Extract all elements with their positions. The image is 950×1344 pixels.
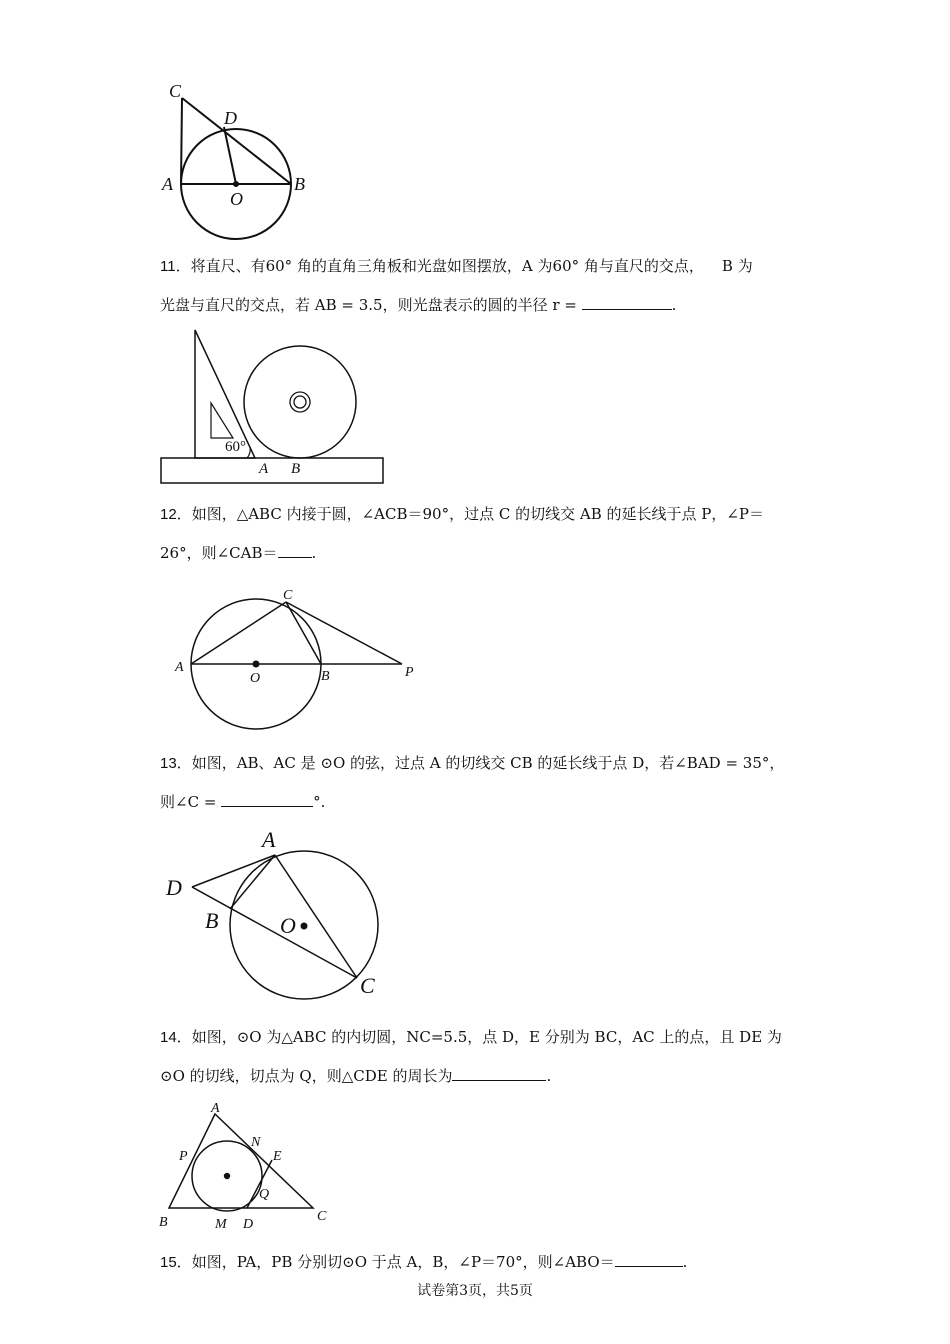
answer-blank[interactable] xyxy=(582,293,672,310)
label-b: B xyxy=(291,461,301,477)
disc-hole-outer xyxy=(290,392,310,412)
label-a: A xyxy=(259,461,269,477)
question-text-end: . xyxy=(682,1253,688,1271)
label-o: O xyxy=(280,913,296,938)
triangle-board-hole xyxy=(211,403,233,438)
question-14-line-2 xyxy=(160,1064,800,1087)
question-11-line-2 xyxy=(160,293,800,316)
disc-hole-inner xyxy=(294,396,306,408)
question-text: 如图，PA，PB 分别切⊙O 于点 A，B，∠P＝70°，则∠ABO＝ xyxy=(191,1253,615,1271)
question-text-end: °. xyxy=(313,793,326,811)
angle-arc xyxy=(247,447,250,458)
question-12-line-1 xyxy=(160,503,800,526)
center-dot xyxy=(302,924,307,929)
label-p: P xyxy=(405,665,414,680)
label-angle: 60° xyxy=(225,439,246,455)
question-text: ⊙O 的切线，切点为 Q，则△CDE 的周长为 xyxy=(160,1067,453,1085)
question-11-line-1 xyxy=(160,255,800,278)
center-dot xyxy=(234,182,238,186)
label-n: N xyxy=(251,1135,261,1150)
label-a: A xyxy=(211,1101,220,1116)
question-11 xyxy=(160,255,800,316)
center-dot xyxy=(254,662,259,667)
ruler xyxy=(161,458,383,483)
figure-q12 xyxy=(170,585,425,735)
question-text-end: B 为 xyxy=(721,257,753,275)
label-q: Q xyxy=(259,1187,270,1202)
question-text: 如图，AB、AC 是 ⊙O 的弦，过点 A 的切线交 CB 的延长线于点 D，若∠BAD = 35°， xyxy=(191,754,785,772)
segment-ca xyxy=(181,98,182,184)
label-c: C xyxy=(360,973,375,998)
question-13-line-2 xyxy=(160,790,800,813)
question-15-line-1 xyxy=(160,1250,800,1274)
disc xyxy=(244,346,356,458)
label-b: B xyxy=(294,174,305,194)
answer-blank[interactable] xyxy=(615,1250,683,1267)
question-14-line-1 xyxy=(160,1026,800,1049)
question-number: 13． xyxy=(160,755,192,772)
question-number: 15． xyxy=(160,1254,192,1271)
label-d: D xyxy=(166,875,182,900)
question-text-end: . xyxy=(546,1067,552,1085)
label-c: C xyxy=(169,81,182,101)
label-m: M xyxy=(215,1217,227,1232)
question-12 xyxy=(160,503,800,564)
page-footer: 试卷第3页，共5页 xyxy=(417,1283,533,1299)
figure-q14 xyxy=(155,1098,340,1233)
center-dot xyxy=(225,1174,229,1178)
question-text: 光盘与直尺的交点，若 AB = 3.5，则光盘表示的圆的半径 r = xyxy=(160,296,577,314)
label-b: B xyxy=(321,669,330,684)
figure-q10 xyxy=(150,70,330,250)
question-text: 则∠C = xyxy=(160,793,217,811)
answer-blank[interactable] xyxy=(452,1064,546,1081)
label-o: O xyxy=(230,189,243,209)
label-b: B xyxy=(205,908,219,933)
label-e: E xyxy=(273,1149,282,1164)
question-12-line-2 xyxy=(160,541,800,564)
question-14 xyxy=(160,1026,800,1087)
label-d: D xyxy=(224,108,237,128)
question-text-end: . xyxy=(311,544,317,562)
label-a: A xyxy=(262,827,276,852)
label-d: D xyxy=(243,1217,254,1232)
question-number: 11． xyxy=(160,258,191,275)
question-13 xyxy=(160,752,800,813)
segment-ac xyxy=(191,602,286,664)
question-number: 12． xyxy=(160,506,192,523)
label-c: C xyxy=(317,1209,327,1224)
question-13-line-1 xyxy=(160,752,800,775)
label-c: C xyxy=(283,588,293,603)
figure-q13 xyxy=(160,825,395,1005)
answer-blank[interactable] xyxy=(221,790,313,807)
label-o: O xyxy=(250,671,261,686)
label-b: B xyxy=(159,1215,168,1230)
label-a: A xyxy=(175,660,184,675)
question-text: 26°，则∠CAB＝ xyxy=(160,544,278,562)
label-p: P xyxy=(179,1149,188,1164)
question-text-end: . xyxy=(671,296,677,314)
figure-q11 xyxy=(155,325,390,490)
answer-blank[interactable] xyxy=(278,541,312,558)
question-text: 如图，△ABC 内接于圆，∠ACB＝90°，过点 C 的切线交 AB 的延长线于点 P，∠P＝ xyxy=(191,505,765,523)
question-number: 14． xyxy=(160,1029,192,1046)
label-a: A xyxy=(162,174,173,194)
question-15 xyxy=(160,1250,800,1274)
question-text: 如图，⊙O 为△ABC 的内切圆，NC=5.5，点 D，E 分别为 BC，AC 上的点，且 DE 为 xyxy=(191,1028,782,1046)
triangle-abc xyxy=(169,1114,313,1208)
question-text: 将直尺、有60° 角的直角三角板和光盘如图摆放，A 为60° 角与直尺的交点， xyxy=(190,257,704,275)
